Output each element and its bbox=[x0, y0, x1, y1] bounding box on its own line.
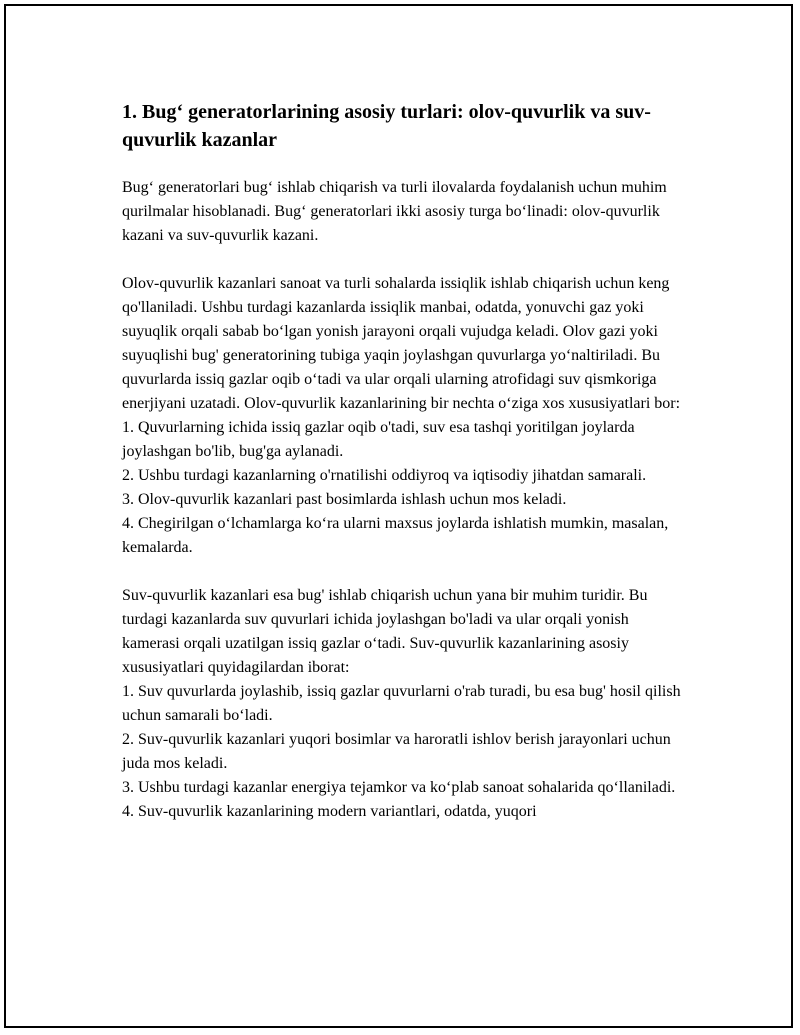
fire-tube-list bbox=[122, 416, 690, 560]
document-content bbox=[122, 98, 690, 824]
section-heading: 1. Bug‘ generatorlarining asosiy turlari: olov-quvurlik va suv-quvurlik kazanlar bbox=[122, 101, 651, 151]
list-item: 4. Chegirilgan o‘lchamlarga ko‘ra ularni maxsus joylarda ishlatish mumkin, masalan, kemalarda. bbox=[122, 515, 669, 556]
list-item: 3. Ushbu turdagi kazanlar energiya tejamkor va ko‘plab sanoat sohalarida qo‘llaniladi. bbox=[122, 779, 676, 796]
list-item: 2. Suv-quvurlik kazanlari yuqori bosimlar va haroratli ishlov berish jarayonlari uchun juda mos keladi. bbox=[122, 731, 671, 772]
list-item: 2. Ushbu turdagi kazanlarning o'rnatilishi oddiyroq va iqtisodiy jihatdan samarali. bbox=[122, 467, 647, 484]
water-tube-list bbox=[122, 680, 690, 824]
list-item: 1. Suv quvurlarda joylashib, issiq gazlar quvurlarni o'rab turadi, bu esa bug' hosil qilish uchun samarali bo‘ladi. bbox=[122, 683, 681, 724]
list-item: 4. Suv-quvurlik kazanlarining modern variantlari, odatda, yuqori bbox=[122, 803, 537, 820]
water-tube-paragraph: Suv-quvurlik kazanlari esa bug' ishlab chiqarish uchun yana bir muhim turidir. Bu turdagi kazanlarda suv quvurlari ichida joylashgan bo'ladi va ular orqali yonish kamerasi orqali uzatilgan issiq gazlar o‘tadi. Suv-quvurlik kazanlarining asosiy xususiyatlari quyidagilardan iborat: bbox=[122, 587, 648, 676]
list-item: 3. Olov-quvurlik kazanlari past bosimlarda ishlash uchun mos keladi. bbox=[122, 491, 567, 508]
document-page bbox=[4, 4, 793, 1028]
intro-paragraph: Bug‘ generatorlari bug‘ ishlab chiqarish va turli ilovalarda foydalanish uchun muhim qurilmalar hisoblanadi. Bug‘ generatorlari ikki asosiy turga bo‘linadi: olov-quvurlik kazani va suv-quvurlik kazani. bbox=[122, 179, 667, 244]
fire-tube-paragraph: Olov-quvurlik kazanlari sanoat va turli sohalarda issiqlik ishlab chiqarish uchun keng qo'llaniladi. Ushbu turdagi kazanlarda issiqlik manbai, odatda, yonuvchi gaz yoki suyuqlik orqali sabab bo‘lgan yonish jarayoni orqali vujudga keladi. Olov gazi yoki suyuqlishi bug' generatorining tubiga yaqin joylashgan quvurlarga yo‘naltiriladi. Bu quvurlarda issiq gazlar oqib o‘tadi va ular orqali ularning atrofidagi suv qismkoriga enerjiyani uzatadi. Olov-quvurlik kazanlarining bir nechta o‘ziga xos xususiyatlari bor: bbox=[122, 275, 681, 412]
list-item: 1. Quvurlarning ichida issiq gazlar oqib o'tadi, suv esa tashqi yoritilgan joylarda joylashgan bo'lib, bug'ga aylanadi. bbox=[122, 419, 635, 460]
